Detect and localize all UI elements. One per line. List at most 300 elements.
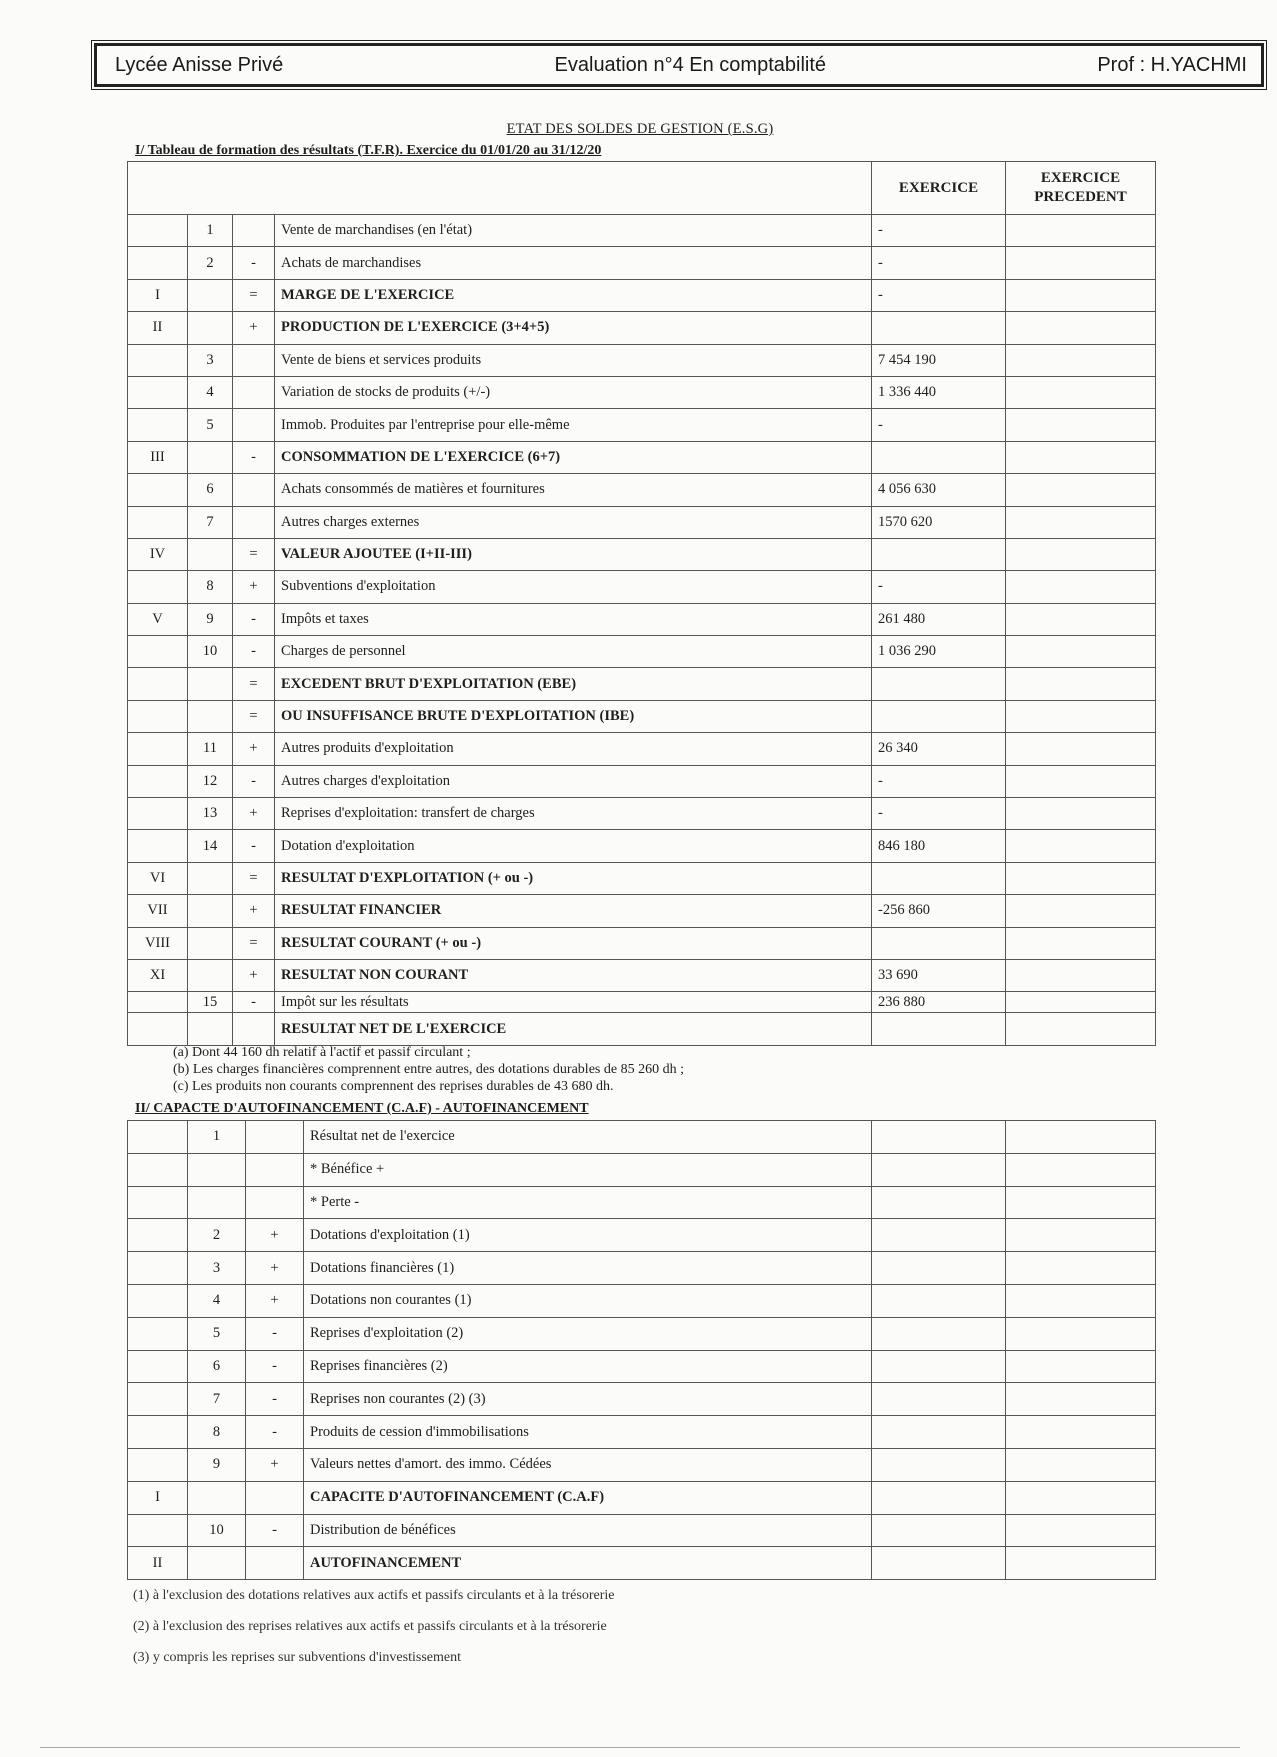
row-label: RESULTAT COURANT (+ ou -) (275, 927, 872, 959)
row-roman: III (128, 441, 188, 473)
row-label: Charges de personnel (275, 636, 872, 668)
row-number (188, 1186, 246, 1219)
row-sign: = (233, 927, 275, 959)
table-row (128, 603, 1156, 635)
row-value-exercice: - (872, 409, 1006, 441)
row-value-precedent (1006, 538, 1156, 570)
table-row (128, 1514, 1156, 1547)
table-row (128, 279, 1156, 311)
row-value-precedent (1006, 1350, 1156, 1383)
row-label: EXCEDENT BRUT D'EXPLOITATION (EBE) (275, 668, 872, 700)
row-number (188, 895, 233, 927)
row-value-precedent (1006, 376, 1156, 408)
row-value-exercice (872, 441, 1006, 473)
row-number (188, 1481, 246, 1514)
row-number: 4 (188, 1284, 246, 1317)
row-value-precedent (1006, 733, 1156, 765)
row-number: 8 (188, 1416, 246, 1449)
row-roman: VI (128, 862, 188, 894)
row-roman (128, 1514, 188, 1547)
row-label: RESULTAT NON COURANT (275, 959, 872, 991)
row-value-precedent (1006, 1121, 1156, 1154)
row-value-precedent (1006, 1284, 1156, 1317)
row-sign (246, 1186, 304, 1219)
row-value-exercice: 1 336 440 (872, 376, 1006, 408)
row-value-precedent (1006, 603, 1156, 635)
esg-title: ETAT DES SOLDES DE GESTION (E.S.G) (506, 121, 774, 137)
table-row (128, 409, 1156, 441)
row-sign (233, 344, 275, 376)
row-value-precedent (1006, 441, 1156, 473)
row-roman: II (128, 312, 188, 344)
row-value-precedent (1006, 1416, 1156, 1449)
row-value-exercice (872, 1252, 1006, 1285)
row-value-exercice (872, 1317, 1006, 1350)
row-roman (128, 409, 188, 441)
row-roman (128, 1252, 188, 1285)
row-value-precedent (1006, 409, 1156, 441)
row-number (188, 959, 233, 991)
row-value-exercice: 1570 620 (872, 506, 1006, 538)
row-label: Achats consommés de matières et fournitures (275, 474, 872, 506)
row-number: 2 (188, 247, 233, 279)
row-roman: IV (128, 538, 188, 570)
row-number: 2 (188, 1219, 246, 1252)
row-value-precedent (1006, 862, 1156, 894)
table-row (128, 1317, 1156, 1350)
row-number: 10 (188, 636, 233, 668)
row-number: 7 (188, 506, 233, 538)
row-number: 15 (188, 992, 233, 1013)
col-exercice-precedent: EXERCICE PRECEDENT (1006, 162, 1156, 215)
row-sign: - (233, 441, 275, 473)
row-value-exercice: 26 340 (872, 733, 1006, 765)
row-number: 6 (188, 474, 233, 506)
row-number (188, 279, 233, 311)
row-value-precedent (1006, 215, 1156, 247)
row-sign (246, 1481, 304, 1514)
footnote-2: (2) à l'exclusion des reprises relatives aux actifs et passifs circulants et à la trésorerie (133, 1619, 607, 1634)
row-sign (246, 1153, 304, 1186)
row-value-exercice: - (872, 215, 1006, 247)
row-sign (233, 215, 275, 247)
row-roman (128, 1448, 188, 1481)
note-b: (b) Les charges financières comprennent entre autres, des dotations durables de 85 260 dh ; (173, 1062, 684, 1077)
row-value-exercice: - (872, 798, 1006, 830)
row-sign: - (233, 603, 275, 635)
row-roman: XI (128, 959, 188, 991)
table-row (128, 927, 1156, 959)
row-sign: - (233, 992, 275, 1013)
row-value-precedent (1006, 992, 1156, 1013)
row-number: 1 (188, 215, 233, 247)
table-row (128, 344, 1156, 376)
row-value-exercice (872, 1481, 1006, 1514)
row-label: * Bénéfice + (304, 1153, 872, 1186)
row-value-precedent (1006, 312, 1156, 344)
row-value-exercice: 7 454 190 (872, 344, 1006, 376)
row-value-exercice (872, 1186, 1006, 1219)
row-value-exercice: 1 036 290 (872, 636, 1006, 668)
table-row (128, 1416, 1156, 1449)
row-number: 5 (188, 409, 233, 441)
table-row (128, 992, 1156, 1013)
row-roman (128, 1013, 188, 1045)
table-row (128, 1547, 1156, 1580)
row-value-exercice (872, 1284, 1006, 1317)
row-label: OU INSUFFISANCE BRUTE D'EXPLOITATION (IBE) (275, 700, 872, 732)
row-roman (128, 700, 188, 732)
row-number: 13 (188, 798, 233, 830)
row-number (188, 1547, 246, 1580)
table-row (128, 895, 1156, 927)
row-value-precedent (1006, 247, 1156, 279)
row-label: RESULTAT FINANCIER (275, 895, 872, 927)
tfr-table (127, 161, 1156, 1046)
row-sign: + (233, 733, 275, 765)
row-roman (128, 344, 188, 376)
row-roman: V (128, 603, 188, 635)
row-sign (233, 1013, 275, 1045)
row-value-precedent (1006, 668, 1156, 700)
row-sign: = (233, 668, 275, 700)
row-label: Reprises financières (2) (304, 1350, 872, 1383)
table-row (128, 1219, 1156, 1252)
row-label: Vente de biens et services produits (275, 344, 872, 376)
row-value-precedent (1006, 895, 1156, 927)
row-label: Valeurs nettes d'amort. des immo. Cédées (304, 1448, 872, 1481)
row-value-exercice (872, 668, 1006, 700)
row-label: Distribution de bénéfices (304, 1514, 872, 1547)
row-value-precedent (1006, 279, 1156, 311)
note-c: (c) Les produits non courants comprennent des reprises durables de 43 680 dh. (173, 1079, 614, 1094)
row-label: Dotation d'exploitation (275, 830, 872, 862)
row-sign: = (233, 538, 275, 570)
row-value-precedent (1006, 1013, 1156, 1045)
row-roman (128, 247, 188, 279)
row-label: Impôt sur les résultats (275, 992, 872, 1013)
row-value-precedent (1006, 506, 1156, 538)
row-value-precedent (1006, 571, 1156, 603)
row-label: AUTOFINANCEMENT (304, 1547, 872, 1580)
row-value-precedent (1006, 1219, 1156, 1252)
row-value-exercice (872, 1121, 1006, 1154)
row-value-exercice: 261 480 (872, 603, 1006, 635)
row-sign: - (246, 1317, 304, 1350)
row-value-precedent (1006, 1514, 1156, 1547)
table-row (128, 571, 1156, 603)
row-value-precedent (1006, 959, 1156, 991)
row-sign: + (246, 1284, 304, 1317)
row-value-precedent (1006, 1448, 1156, 1481)
table-row (128, 506, 1156, 538)
row-value-precedent (1006, 700, 1156, 732)
row-label: PRODUCTION DE L'EXERCICE (3+4+5) (275, 312, 872, 344)
row-number: 6 (188, 1350, 246, 1383)
row-value-precedent (1006, 1547, 1156, 1580)
row-roman (128, 1317, 188, 1350)
row-label: Variation de stocks de produits (+/-) (275, 376, 872, 408)
row-number (188, 1153, 246, 1186)
row-value-exercice (872, 1383, 1006, 1416)
row-sign: - (246, 1383, 304, 1416)
col-exercice: EXERCICE (872, 162, 1006, 215)
row-value-precedent (1006, 474, 1156, 506)
row-sign (233, 409, 275, 441)
row-label: Résultat net de l'exercice (304, 1121, 872, 1154)
row-value-precedent (1006, 830, 1156, 862)
row-value-exercice: - (872, 279, 1006, 311)
page-header (94, 43, 1264, 87)
row-value-precedent (1006, 765, 1156, 797)
table-row (128, 765, 1156, 797)
notes (173, 1044, 684, 1095)
row-roman (128, 571, 188, 603)
table-row (128, 798, 1156, 830)
row-value-precedent (1006, 1383, 1156, 1416)
row-sign (246, 1121, 304, 1154)
table-row (128, 376, 1156, 408)
row-number: 5 (188, 1317, 246, 1350)
row-label: Dotations d'exploitation (1) (304, 1219, 872, 1252)
caf-table (127, 1120, 1156, 1580)
row-label: Reprises non courantes (2) (3) (304, 1383, 872, 1416)
table-row (128, 215, 1156, 247)
row-label: Reprises d'exploitation (2) (304, 1317, 872, 1350)
row-value-exercice: 846 180 (872, 830, 1006, 862)
row-number: 3 (188, 344, 233, 376)
row-sign: - (246, 1416, 304, 1449)
table-row (128, 1481, 1156, 1514)
row-number: 9 (188, 1448, 246, 1481)
table-row (128, 1448, 1156, 1481)
row-value-precedent (1006, 1317, 1156, 1350)
bottom-rule (40, 1747, 1240, 1748)
row-roman (128, 798, 188, 830)
row-label: Achats de marchandises (275, 247, 872, 279)
row-value-exercice (872, 862, 1006, 894)
row-number (188, 1013, 233, 1045)
note-a: (a) Dont 44 160 dh relatif à l'actif et passif circulant ; (173, 1045, 471, 1060)
row-roman (128, 668, 188, 700)
row-label: Impôts et taxes (275, 603, 872, 635)
row-number: 10 (188, 1514, 246, 1547)
row-label: Autres charges d'exploitation (275, 765, 872, 797)
row-roman (128, 1186, 188, 1219)
table-row (128, 700, 1156, 732)
row-value-exercice: 4 056 630 (872, 474, 1006, 506)
row-sign (246, 1547, 304, 1580)
row-roman (128, 215, 188, 247)
row-label: Autres produits d'exploitation (275, 733, 872, 765)
footnotes (133, 1580, 614, 1673)
table-row (128, 830, 1156, 862)
table-row (128, 1350, 1156, 1383)
row-roman (128, 830, 188, 862)
table-row (128, 441, 1156, 473)
row-label: Reprises d'exploitation: transfert de charges (275, 798, 872, 830)
row-value-exercice: 236 880 (872, 992, 1006, 1013)
row-number: 9 (188, 603, 233, 635)
row-value-exercice: 33 690 (872, 959, 1006, 991)
row-roman: VIII (128, 927, 188, 959)
row-roman (128, 1284, 188, 1317)
row-roman (128, 474, 188, 506)
table-row (128, 247, 1156, 279)
section-2-title: II/ CAPACTE D'AUTOFINANCEMENT (C.A.F) - AUTOFINANCEMENT (135, 1101, 589, 1116)
row-value-exercice (872, 700, 1006, 732)
row-sign: + (246, 1252, 304, 1285)
table-row (128, 959, 1156, 991)
row-value-precedent (1006, 798, 1156, 830)
row-number: 3 (188, 1252, 246, 1285)
row-roman (128, 376, 188, 408)
row-label: Dotations financières (1) (304, 1252, 872, 1285)
row-value-precedent (1006, 344, 1156, 376)
table-row (128, 636, 1156, 668)
footnote-1: (1) à l'exclusion des dotations relatives aux actifs et passifs circulants et à la trésorerie (133, 1588, 615, 1603)
row-number: 14 (188, 830, 233, 862)
school-name: Lycée Anisse Privé (115, 53, 284, 76)
row-label: CONSOMMATION DE L'EXERCICE (6+7) (275, 441, 872, 473)
row-value-exercice (872, 1013, 1006, 1045)
row-number: 12 (188, 765, 233, 797)
row-value-exercice (872, 1350, 1006, 1383)
table-row (128, 1186, 1156, 1219)
row-sign (233, 474, 275, 506)
row-number (188, 700, 233, 732)
row-sign: + (233, 895, 275, 927)
row-roman: I (128, 1481, 188, 1514)
row-sign: - (246, 1350, 304, 1383)
row-sign: - (233, 247, 275, 279)
row-roman: VII (128, 895, 188, 927)
row-number (188, 538, 233, 570)
table-row (128, 1383, 1156, 1416)
row-value-exercice: -256 860 (872, 895, 1006, 927)
row-number (188, 927, 233, 959)
row-number: 1 (188, 1121, 246, 1154)
row-sign: - (233, 765, 275, 797)
row-roman (128, 1350, 188, 1383)
row-number: 7 (188, 1383, 246, 1416)
row-roman (128, 1219, 188, 1252)
row-sign: + (233, 571, 275, 603)
row-roman (128, 733, 188, 765)
row-roman (128, 636, 188, 668)
row-sign: = (233, 279, 275, 311)
row-sign: - (233, 636, 275, 668)
row-label: Subventions d'exploitation (275, 571, 872, 603)
row-number (188, 668, 233, 700)
footnote-3: (3) y compris les reprises sur subventions d'investissement (133, 1650, 461, 1665)
table-row (128, 1153, 1156, 1186)
row-sign: = (233, 862, 275, 894)
row-sign: + (246, 1219, 304, 1252)
row-roman: I (128, 279, 188, 311)
row-label: RESULTAT NET DE L'EXERCICE (275, 1013, 872, 1045)
row-label: VALEUR AJOUTEE (I+II-III) (275, 538, 872, 570)
row-value-exercice: - (872, 247, 1006, 279)
row-sign: - (233, 830, 275, 862)
evaluation-title: Evaluation n°4 En comptabilité (554, 53, 827, 76)
table-row (128, 538, 1156, 570)
row-number (188, 862, 233, 894)
row-roman (128, 1153, 188, 1186)
row-number: 8 (188, 571, 233, 603)
row-value-precedent (1006, 1252, 1156, 1285)
row-label: Dotations non courantes (1) (304, 1284, 872, 1317)
row-label: RESULTAT D'EXPLOITATION (+ ou -) (275, 862, 872, 894)
row-roman (128, 1383, 188, 1416)
table-row (128, 474, 1156, 506)
row-value-precedent (1006, 1153, 1156, 1186)
table-header-row (128, 162, 1156, 215)
row-number (188, 441, 233, 473)
table-row (128, 1121, 1156, 1154)
row-value-precedent (1006, 1481, 1156, 1514)
row-roman (128, 506, 188, 538)
section-1-title: I/ Tableau de formation des résultats (T.F.R). Exercice du 01/01/20 au 31/12/20 (135, 143, 602, 158)
row-sign: + (233, 959, 275, 991)
row-number: 4 (188, 376, 233, 408)
row-sign: + (233, 798, 275, 830)
row-label: Autres charges externes (275, 506, 872, 538)
row-roman (128, 992, 188, 1013)
row-value-exercice (872, 1153, 1006, 1186)
row-label: * Perte - (304, 1186, 872, 1219)
row-sign (233, 376, 275, 408)
row-label: CAPACITE D'AUTOFINANCEMENT (C.A.F) (304, 1481, 872, 1514)
row-label: Produits de cession d'immobilisations (304, 1416, 872, 1449)
row-sign (233, 506, 275, 538)
row-number (188, 312, 233, 344)
row-label: MARGE DE L'EXERCICE (275, 279, 872, 311)
row-sign: + (233, 312, 275, 344)
row-value-exercice (872, 538, 1006, 570)
row-value-exercice (872, 1416, 1006, 1449)
row-roman (128, 1121, 188, 1154)
table-row (128, 733, 1156, 765)
row-value-exercice: - (872, 765, 1006, 797)
table-row (128, 1013, 1156, 1045)
row-value-exercice (872, 1448, 1006, 1481)
row-value-exercice (872, 312, 1006, 344)
row-roman (128, 765, 188, 797)
row-value-exercice (872, 927, 1006, 959)
row-label: Immob. Produites par l'entreprise pour elle-même (275, 409, 872, 441)
row-value-exercice: - (872, 571, 1006, 603)
row-sign: - (246, 1514, 304, 1547)
row-value-exercice (872, 1547, 1006, 1580)
row-value-precedent (1006, 927, 1156, 959)
row-value-precedent (1006, 1186, 1156, 1219)
row-value-precedent (1006, 636, 1156, 668)
table-row (128, 862, 1156, 894)
row-roman (128, 1416, 188, 1449)
header-blank (128, 162, 872, 215)
row-sign: + (246, 1448, 304, 1481)
teacher-name: Prof : H.YACHMI (1097, 53, 1247, 76)
row-label: Vente de marchandises (en l'état) (275, 215, 872, 247)
row-value-exercice (872, 1514, 1006, 1547)
table-row (128, 312, 1156, 344)
table-row (128, 1252, 1156, 1285)
row-roman: II (128, 1547, 188, 1580)
row-number: 11 (188, 733, 233, 765)
table-row (128, 668, 1156, 700)
row-value-exercice (872, 1219, 1006, 1252)
